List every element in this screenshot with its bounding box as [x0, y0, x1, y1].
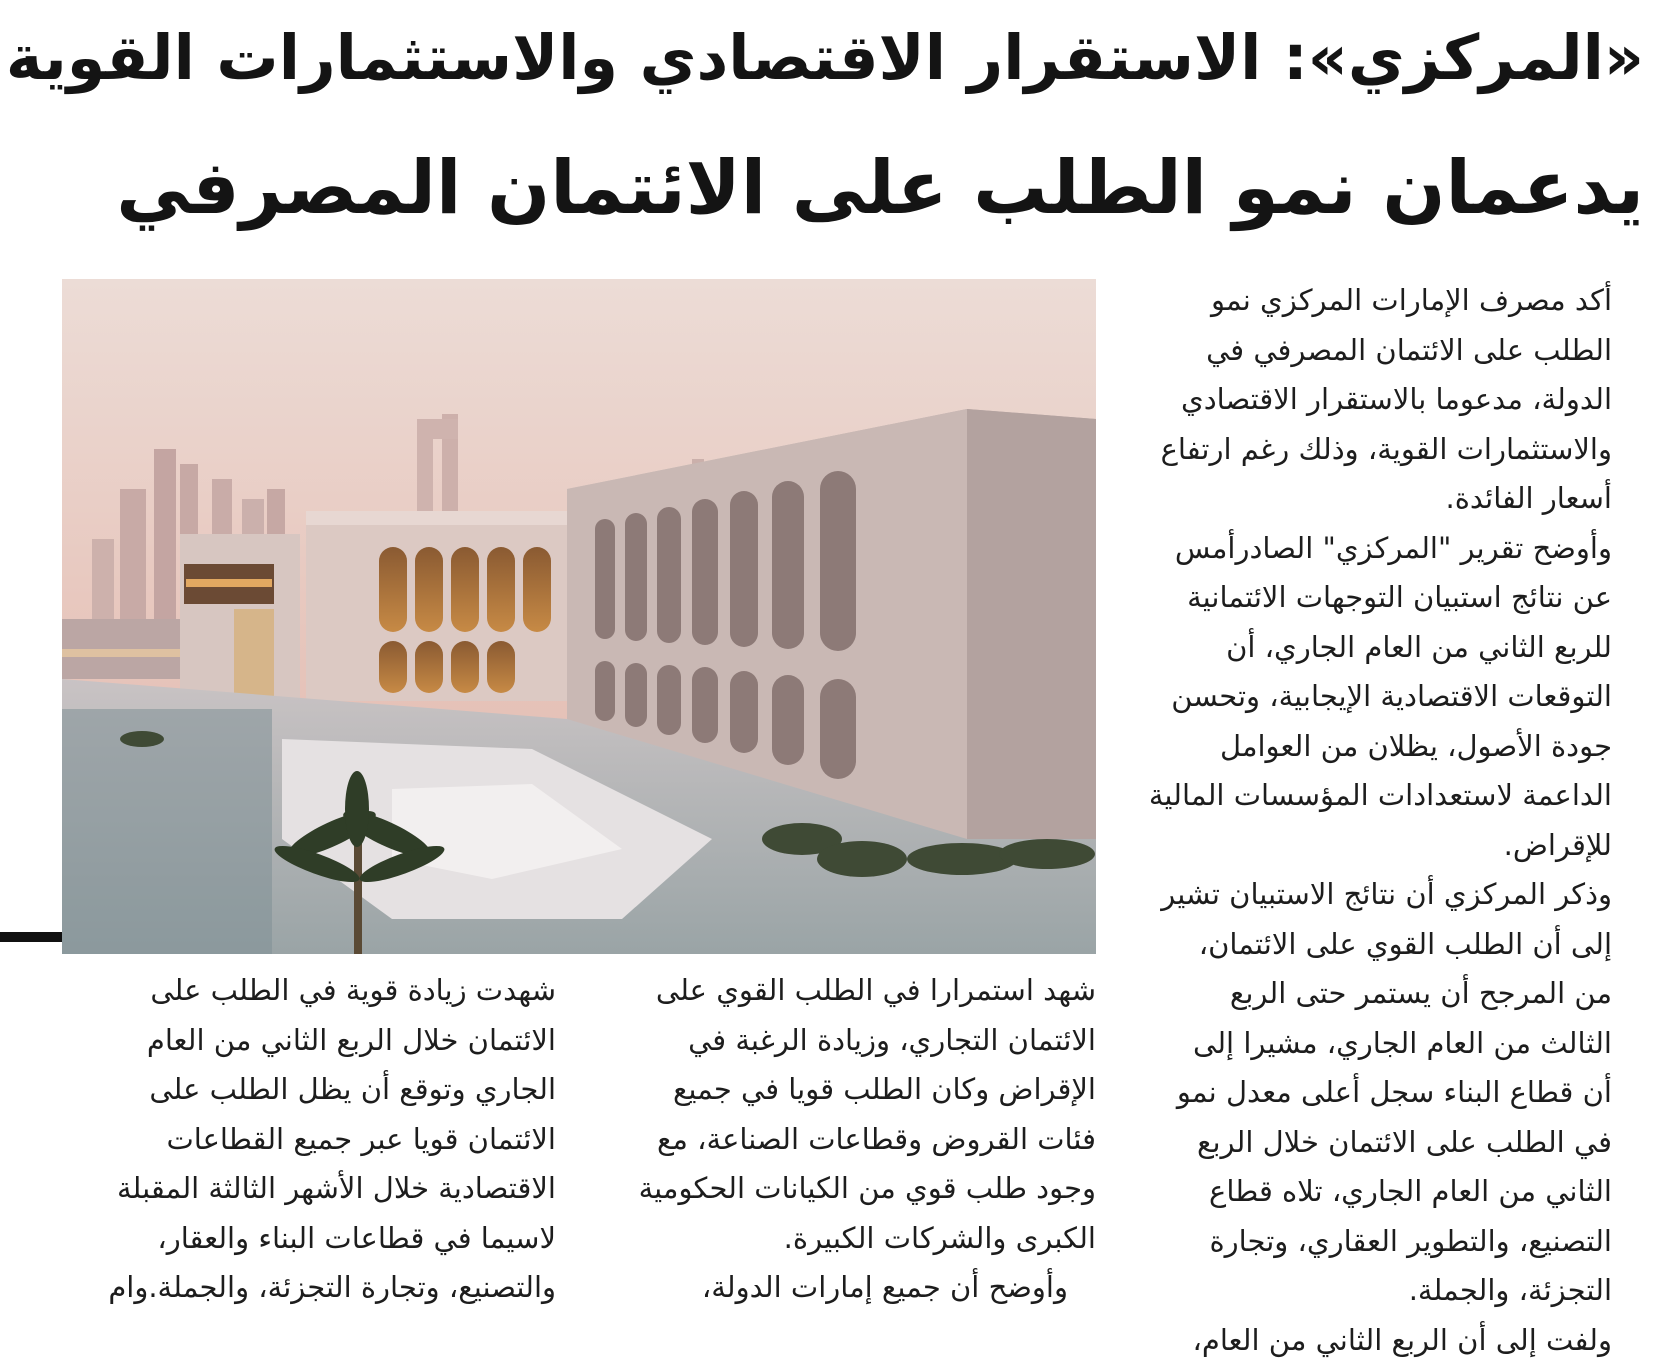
text-line: الكبرى والشركات الكبيرة.	[602, 1214, 1096, 1264]
headline-line-2: يدعمان نمو الطلب على الائتمان المصرفي	[4, 138, 1644, 238]
text-line: والتصنيع، وتجارة التجزئة، والجملة.وام	[62, 1263, 556, 1313]
paragraph	[1147, 870, 1640, 1316]
paragraph	[1147, 1316, 1640, 1365]
text-line: أن قطاع البناء سجل أعلى معدل نمو	[1147, 1068, 1640, 1118]
paragraph	[602, 1263, 1096, 1313]
text-line: الطلب على الائتمان المصرفي في	[1147, 326, 1640, 376]
text-line: أسعار الفائدة.	[1147, 474, 1640, 524]
section-rule	[0, 932, 62, 942]
text-line: والاستثمارات القوية، وذلك رغم ارتفاع	[1147, 425, 1640, 475]
text-line: في الطلب على الائتمان خلال الربع	[1147, 1118, 1640, 1168]
text-line: شهد استمرارا في الطلب القوي على	[602, 966, 1096, 1016]
text-line: ولفت إلى أن الربع الثاني من العام،	[1147, 1316, 1640, 1365]
text-line: جودة الأصول، يظلان من العوامل	[1147, 722, 1640, 772]
text-line: وأوضح تقرير "المركزي" الصادرأمس	[1147, 524, 1640, 574]
text-line: التصنيع، والتطوير العقاري، وتجارة	[1147, 1217, 1640, 1267]
text-line: من المرجح أن يستمر حتى الربع	[1147, 969, 1640, 1019]
central-bank-building-photo	[62, 279, 1096, 954]
text-line: وذكر المركزي أن نتائج الاستبيان تشير	[1147, 870, 1640, 920]
text-line: وجود طلب قوي من الكيانات الحكومية	[602, 1164, 1096, 1214]
text-line: وأوضح أن جميع إمارات الدولة،	[602, 1263, 1096, 1313]
text-line: لاسيما في قطاعات البناء والعقار،	[62, 1214, 556, 1264]
article-column-right	[1147, 276, 1640, 1365]
text-line: فئات القروض وقطاعات الصناعة، مع	[602, 1115, 1096, 1165]
text-line: الائتمان قويا عبر جميع القطاعات	[62, 1115, 556, 1165]
text-line: الاقتصادية خلال الأشهر الثالثة المقبلة	[62, 1164, 556, 1214]
paragraph	[602, 966, 1096, 1263]
text-line: عن نتائج استبيان التوجهات الائتمانية	[1147, 573, 1640, 623]
text-line: إلى أن الطلب القوي على الائتمان،	[1147, 920, 1640, 970]
text-line: التجزئة، والجملة.	[1147, 1266, 1640, 1316]
text-line: الائتمان التجاري، وزيادة الرغبة في	[602, 1016, 1096, 1066]
article-column-left	[62, 966, 556, 1313]
paragraph	[1147, 524, 1640, 871]
text-line: التوقعات الاقتصادية الإيجابية، وتحسن	[1147, 672, 1640, 722]
headline-line-1: «المركزي»: الاستقرار الاقتصادي والاستثمارات القوية	[4, 8, 1644, 108]
paragraph	[1147, 276, 1640, 524]
text-line: الجاري وتوقع أن يظل الطلب على	[62, 1065, 556, 1115]
text-line: للإقراض.	[1147, 821, 1640, 871]
text-line: شهدت زيادة قوية في الطلب على	[62, 966, 556, 1016]
text-line: للربع الثاني من العام الجاري، أن	[1147, 623, 1640, 673]
text-line: الدولة، مدعوما بالاستقرار الاقتصادي	[1147, 375, 1640, 425]
text-line: الائتمان خلال الربع الثاني من العام	[62, 1016, 556, 1066]
article-column-middle	[602, 966, 1096, 1313]
paragraph	[62, 966, 556, 1313]
text-line: الداعمة لاستعدادات المؤسسات المالية	[1147, 771, 1640, 821]
text-line: الثاني من العام الجاري، تلاه قطاع	[1147, 1167, 1640, 1217]
text-line: الثالث من العام الجاري، مشيرا إلى	[1147, 1019, 1640, 1069]
text-line: الإقراض وكان الطلب قويا في جميع	[602, 1065, 1096, 1115]
text-line: أكد مصرف الإمارات المركزي نمو	[1147, 276, 1640, 326]
